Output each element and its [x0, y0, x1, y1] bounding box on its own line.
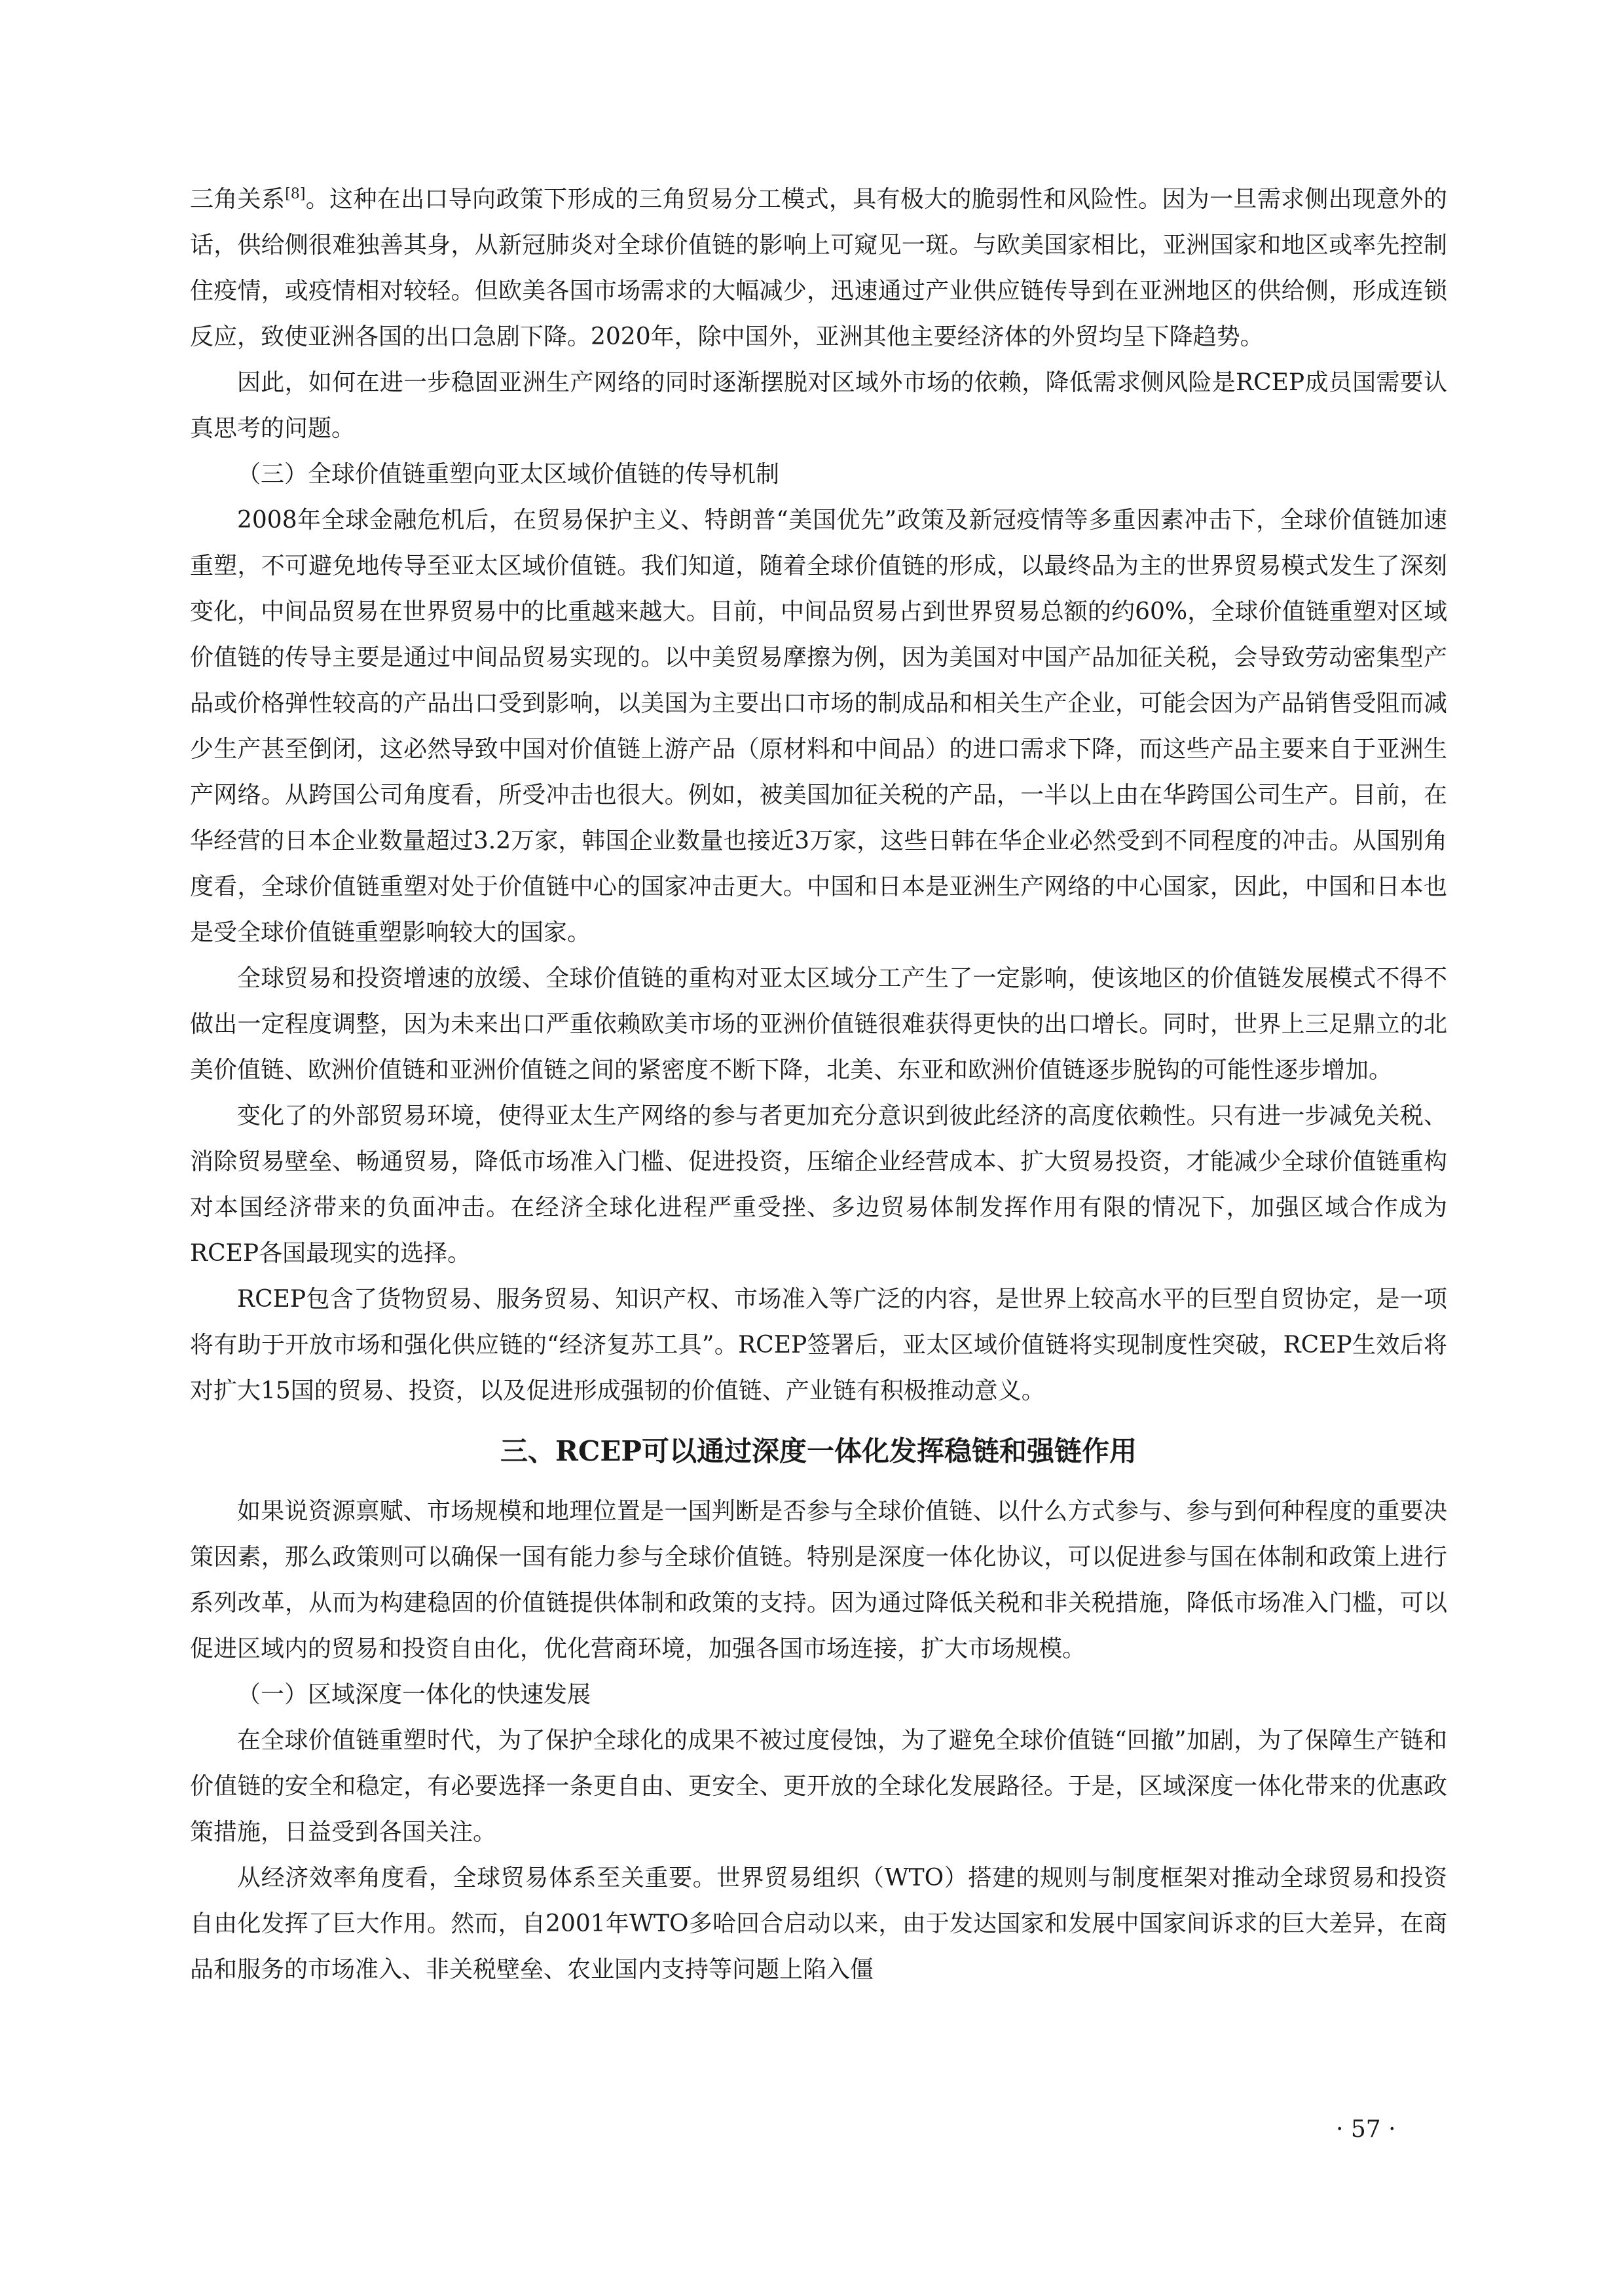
- citation-ref: [8]: [285, 186, 306, 202]
- subheading-3: （三）全球价值链重塑向亚太区域价值链的传导机制: [237, 461, 780, 488]
- paragraph-4: 全球贸易和投资增速的放缓、全球价值链的重构对亚太区域分工产生了一定影响，使该地区的价值链发展模式不得不做出一定程度调整，因为未来出口严重依赖欧美市场的亚洲价值链很难获得更快的出口增长。同时，世界上三足鼎立的北美价值链、欧洲价值链和亚洲价值链之间的紧密度不断下降，北美、东亚和欧洲价值链逐步脱钩的可能性逐步增加。: [190, 965, 1447, 1084]
- paragraph-2: 因此，如何在进一步稳固亚洲生产网络的同时逐渐摆脱对区域外市场的依赖，降低需求侧风险是RCEP成员国需要认真思考的问题。: [190, 369, 1447, 442]
- paragraph-6: RCEP包含了货物贸易、服务贸易、知识产权、市场准入等广泛的内容，是世界上较高水平的巨型自贸协定，是一项将有助于开放市场和强化供应链的“经济复苏工具”。RCEP签署后，亚太区域价值链将实现制度性突破，RCEP生效后将对扩大15国的贸易、投资，以及促进形成强韧的价值链、产业链有积极推动意义。: [190, 1286, 1447, 1404]
- subheading-1: （一）区域深度一体化的快速发展: [237, 1681, 591, 1708]
- page-number: · 57 ·: [1336, 2116, 1396, 2143]
- section-title: 三、RCEP可以通过深度一体化发挥稳链和强链作用: [500, 1435, 1137, 1467]
- paragraph-5: 变化了的外部贸易环境，使得亚太生产网络的参与者更加充分意识到彼此经济的高度依赖性。只有进一步减免关税、消除贸易壁垒、畅通贸易，降低市场准入门槛、促进投资，压缩企业经营成本、扩大贸易投资，才能减少全球价值链重构对本国经济带来的负面冲击。在经济全球化进程严重受挫、多边贸易体制发挥作用有限的情况下，加强区域合作成为RCEP各国最现实的选择。: [190, 1102, 1447, 1267]
- paragraph-1-text-a: 三角关系: [190, 186, 286, 213]
- paragraph-3: 2008年全球金融危机后，在贸易保护主义、特朗普“美国优先”政策及新冠疫情等多重因素冲击下，全球价值链加速重塑，不可避免地传导至亚太区域价值链。我们知道，随着全球价值链的形成，以最终品为主的世界贸易模式发生了深刻变化，中间品贸易在世界贸易中的比重越来越大。目前，中间品贸易占到世界贸易总额的约60%，全球价值链重塑对区域价值链的传导主要是通过中间品贸易实现的。以中美贸易摩擦为例，因为美国对中国产品加征关税，会导致劳动密集型产品或价格弹性较高的产品出口受到影响，以美国为主要出口市场的制成品和相关生产企业，可能会因为产品销售受阻而减少生产甚至倒闭，这必然导致中国对价值链上游产品（原材料和中间品）的进口需求下降，而这些产品主要来自于亚洲生产网络。从跨国公司角度看，所受冲击也很大。例如，被美国加征关税的产品，一半以上由在华跨国公司生产。目前，在华经营的日本企业数量超过3.2万家，韩国企业数量也接近3万家，这些日韩在华企业必然受到不同程度的冲击。从国别角度看，全球价值链重塑对处于价值链中心的国家冲击更大。中国和日本是亚洲生产网络的中心国家，因此，中国和日本也是受全球价值链重塑影响较大的国家。: [190, 507, 1447, 946]
- paragraph-1-text-b: 。这种在出口导向政策下形成的三角贸易分工模式，具有极大的脆弱性和风险性。因为一旦需求侧出现意外的话，供给侧很难独善其身，从新冠肺炎对全球价值链的影响上可窥见一斑。与欧美国家相比，亚洲国家和地区或率先控制住疫情，或疫情相对较轻。但欧美各国市场需求的大幅减少，迅速通过产业供应链传导到在亚洲地区的供给侧，形成连锁反应，致使亚洲各国的出口急剧下降。2020年，除中国外，亚洲其他主要经济体的外贸均呈下降趋势。: [190, 186, 1447, 350]
- paragraph-8: 在全球价值链重塑时代，为了保护全球化的成果不被过度侵蚀，为了避免全球价值链“回撤”加剧，为了保障生产链和价值链的安全和稳定，有必要选择一条更自由、更安全、更开放的全球化发展路径。于是，区域深度一体化带来的优惠政策措施，日益受到各国关注。: [190, 1727, 1447, 1846]
- paragraph-1: [190, 177, 1447, 360]
- paragraph-7: 如果说资源禀赋、市场规模和地理位置是一国判断是否参与全球价值链、以什么方式参与、参与到何种程度的重要决策因素，那么政策则可以确保一国有能力参与全球价值链。特别是深度一体化协议，可以促进参与国在体制和政策上进行系列改革，从而为构建稳固的价值链提供体制和政策的支持。因为通过降低关税和非关税措施，降低市场准入门槛，可以促进区域内的贸易和投资自由化，优化营商环境，加强各国市场连接，扩大市场规模。: [190, 1498, 1447, 1662]
- paragraph-9: 从经济效率角度看，全球贸易体系至关重要。世界贸易组织（WTO）搭建的规则与制度框架对推动全球贸易和投资自由化发挥了巨大作用。然而，自2001年WTO多哈回合启动以来，由于发达国家和发展中国家间诉求的巨大差异，在商品和服务的市场准入、非关税壁垒、农业国内支持等问题上陷入僵: [190, 1865, 1447, 1983]
- article-body: [190, 177, 1447, 1993]
